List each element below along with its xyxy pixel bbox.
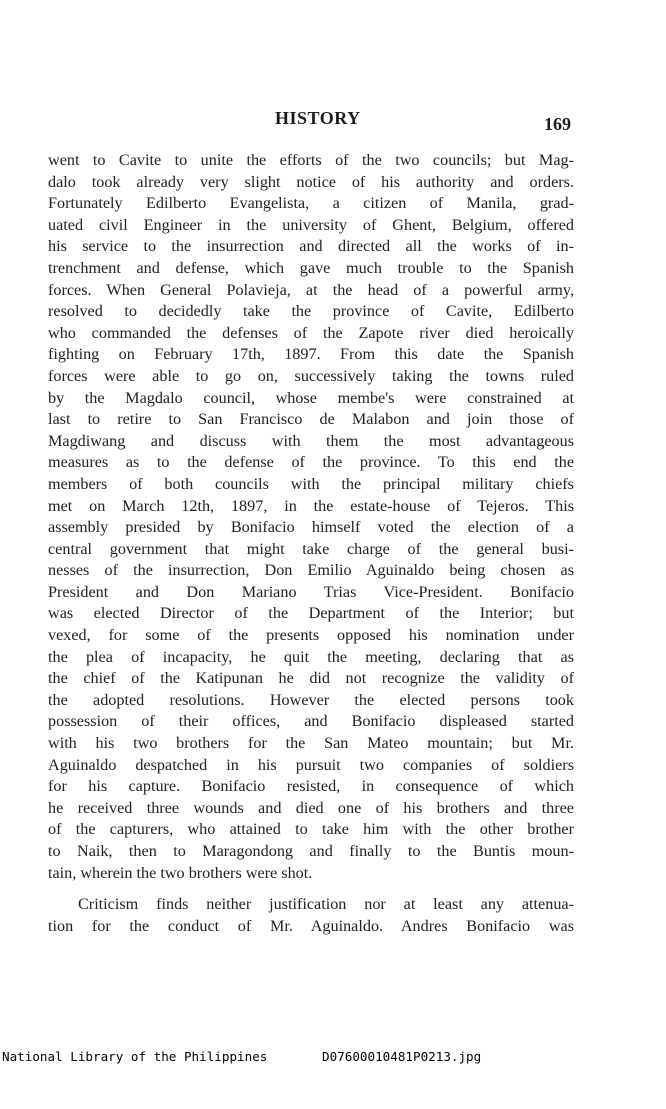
text-line: nesses of the insurrection, Don Emilio Aguinaldo being chosen as <box>48 561 574 580</box>
text-line: uated civil Engineer in the university of Ghent, Belgium, offered <box>48 215 574 234</box>
text-line: was elected Director of the Department of the Interior; but <box>48 604 574 623</box>
paragraph <box>48 894 574 937</box>
text-line: his service to the insurrection and directed all the works of in- <box>48 237 574 256</box>
body-text <box>48 150 574 937</box>
text-line: forces were able to go on, successively taking the towns ruled <box>48 366 574 385</box>
text-line: to Naik, then to Maragondong and finally to the Buntis moun- <box>48 842 574 860</box>
text-line: vexed, for some of the presents opposed his nomination under <box>48 626 574 645</box>
text-line: Aguinaldo despatched in his pursuit two companies of soldiers <box>48 755 574 774</box>
text-line: resolved to decidedly take the province of Cavite, Edilberto <box>48 302 574 321</box>
text-line: tion for the conduct of Mr. Aguinaldo. Andres Bonifacio was <box>48 916 574 935</box>
text-line: went to Cavite to unite the efforts of the two councils; but Mag- <box>48 151 574 169</box>
running-header-title: HISTORY <box>275 108 361 128</box>
text-line: for his capture. Bonifacio resisted, in consequence of which <box>48 777 574 796</box>
paragraph-gap <box>48 884 574 894</box>
text-line: assembly presided by Bonifacio himself voted the election of a <box>48 518 574 537</box>
text-line: forces. When General Polavieja, at the head of a powerful army, <box>48 280 574 299</box>
text-line: tain, wherein the two brothers were shot. <box>48 863 313 882</box>
text-line: President and Don Mariano Trias Vice-President. Bonifacio <box>48 582 574 601</box>
text-line: who commanded the defenses of the Zapote river died heroically <box>48 323 574 342</box>
text-line: fighting on February 17th, 1897. From this date the Spanish <box>48 345 574 364</box>
scan-footer <box>0 1049 666 1109</box>
text-line: Fortunately Edilberto Evangelista, a citizen of Manila, grad- <box>48 194 574 213</box>
text-line: members of both councils with the principal military chiefs <box>48 474 574 493</box>
text-line: the adopted resolutions. However the elected persons took <box>48 690 574 709</box>
footer-filename: D07600010481P0213.jpg <box>322 1049 482 1064</box>
paragraph <box>48 150 574 884</box>
text-line: Criticism finds neither justification nor at least any attenua- <box>78 895 574 914</box>
text-line: measures as to the defense of the province. To this end the <box>48 453 574 472</box>
text-line: of the capturers, who attained to take him with the other brother <box>48 820 574 839</box>
text-line: he received three wounds and died one of his brothers and three <box>48 798 574 817</box>
text-line: met on March 12th, 1897, in the estate-house of Tejeros. This <box>48 496 574 515</box>
text-line: with his two brothers for the San Mateo mountain; but Mr. <box>48 734 574 753</box>
text-line: dalo took already very slight notice of his authority and orders. <box>48 172 574 191</box>
footer-source: National Library of the Philippines <box>2 1049 268 1064</box>
text-line: Magdiwang and discuss with them the most advantageous <box>48 431 574 450</box>
text-line: the plea of incapacity, he quit the meeting, declaring that as <box>48 647 574 666</box>
text-line: trenchment and defense, which gave much trouble to the Spanish <box>48 258 574 277</box>
text-line: the chief of the Katipunan he did not recognize the validity of <box>48 669 574 688</box>
text-line: last to retire to San Francisco de Malabon and join those of <box>48 410 574 429</box>
text-line: by the Magdalo council, whose membe's were constrained at <box>48 388 574 407</box>
page-number: 169 <box>544 114 571 134</box>
text-line: possession of their offices, and Bonifacio displeased started <box>48 712 574 731</box>
text-line: central government that might take charge of the general busi- <box>48 539 574 558</box>
